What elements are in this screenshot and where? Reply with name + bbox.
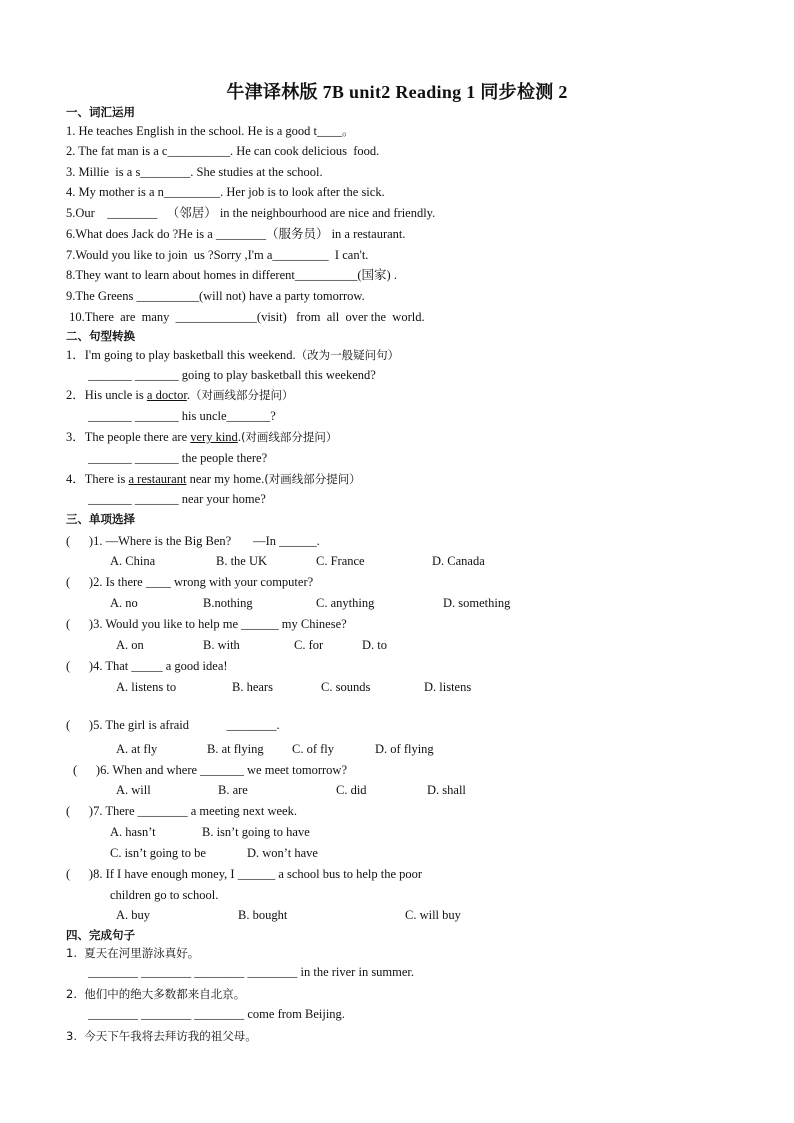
section-4-heading: 四、完成句子 bbox=[66, 928, 135, 942]
q-text-end: near my home. bbox=[186, 472, 265, 486]
option-c: C. sounds bbox=[321, 680, 371, 694]
transform-answer-1: _______ _______ going to play basketball this weekend? bbox=[88, 368, 376, 382]
complete-sentence-2-chinese: 2. 他们中的绝大多数都来自北京。 bbox=[66, 987, 246, 1001]
q-text: 2．His uncle is bbox=[66, 388, 147, 402]
underlined-phrase: a doctor bbox=[146, 388, 187, 402]
transform-answer-2: _______ _______ his uncle_______? bbox=[88, 409, 276, 423]
q-text: 4．There is bbox=[66, 472, 129, 486]
vocab-item-9: 9.The Greens __________(will not) have a party tomorrow. bbox=[66, 289, 365, 303]
section-3-heading: 三、单项选择 bbox=[66, 512, 135, 526]
choice-question-3: ( )3. Would you like to help me ______ my Chinese? bbox=[66, 617, 347, 631]
option-a: A. buy bbox=[116, 908, 151, 922]
choice-question-1: ( )1. —Where is the Big Ben? —In ______. bbox=[66, 534, 320, 548]
option-a: A. at fly bbox=[116, 742, 158, 756]
q-hint: （改为一般疑问句） bbox=[295, 348, 400, 362]
choice-question-8: ( )8. If I have enough money, I ______ a school bus to help the poor bbox=[66, 867, 423, 881]
q-text-end: . bbox=[186, 388, 190, 402]
option-c: C. of fly bbox=[292, 742, 335, 756]
option-b: B. bought bbox=[238, 908, 288, 922]
choice-question-8-cont: children go to school. bbox=[110, 888, 219, 902]
option-c: C. for bbox=[294, 638, 324, 652]
vocab-item-6: 6.What does Jack do ?He is a ________（服务员） in a restaurant. bbox=[66, 227, 406, 241]
option-b: B. the UK bbox=[216, 554, 268, 568]
option-b: B. are bbox=[218, 783, 248, 797]
option-b: B. at flying bbox=[207, 742, 264, 756]
transform-question-3 bbox=[66, 429, 337, 445]
underlined-phrase: very kind bbox=[190, 430, 238, 444]
vocab-item-8: 8.They want to learn about homes in different__________(国家) . bbox=[66, 268, 397, 282]
option-a: A. no bbox=[110, 596, 138, 610]
option-d: D. of flying bbox=[375, 742, 434, 756]
complete-sentence-2-answer: ________ ________ ________ come from Beijing. bbox=[88, 1007, 345, 1021]
transform-answer-4: _______ _______ near your home? bbox=[88, 492, 266, 506]
option-a: A. listens to bbox=[116, 680, 177, 694]
q-hint: (对画线部分提问） bbox=[264, 472, 361, 486]
transform-answer-3: _______ _______ the people there? bbox=[88, 451, 268, 465]
choice-question-6: ( )6. When and where _______ we meet tomorrow? bbox=[73, 763, 347, 777]
option-c: C. anything bbox=[316, 596, 375, 610]
vocab-item-3: 3. Millie is a s________. She studies at the school. bbox=[66, 165, 323, 179]
option-a: A. China bbox=[110, 554, 156, 568]
option-d: D. Canada bbox=[432, 554, 485, 568]
option-b: B.nothing bbox=[203, 596, 253, 610]
page-title: 牛津译林版 7B unit2 Reading 1 同步检测 2 bbox=[226, 82, 568, 102]
option-d: D. to bbox=[362, 638, 387, 652]
transform-question-4 bbox=[66, 471, 361, 487]
section-2-heading: 二、句型转换 bbox=[66, 329, 135, 343]
option-d: D. won’t have bbox=[247, 846, 318, 860]
option-b: B. isn’t going to have bbox=[202, 825, 310, 839]
option-c: C. France bbox=[316, 554, 365, 568]
vocab-item-10: 10.There are many _____________(visit) from all over the world. bbox=[66, 310, 425, 324]
q-hint: （对画线部分提问） bbox=[189, 388, 294, 402]
section-1-heading: 一、词汇运用 bbox=[66, 105, 135, 119]
choice-question-4: ( )4. That _____ a good idea! bbox=[66, 659, 228, 673]
option-a: A. on bbox=[116, 638, 144, 652]
q-hint: (对画线部分提问） bbox=[240, 430, 338, 444]
vocab-item-7: 7.Would you like to join us ?Sorry ,I'm a_________ I can't. bbox=[66, 248, 369, 262]
option-a: A. hasn’t bbox=[110, 825, 156, 839]
transform-question-1 bbox=[66, 347, 399, 363]
vocab-item-2: 2. The fat man is a c__________. He can cook delicious food. bbox=[66, 144, 380, 158]
option-d: D. listens bbox=[424, 680, 472, 694]
option-b: B. with bbox=[203, 638, 240, 652]
option-c: C. did bbox=[336, 783, 367, 797]
option-c: C. will buy bbox=[405, 908, 461, 922]
q-text: 1．I'm going to play basketball this weekend. bbox=[66, 348, 296, 362]
vocab-item-4: 4. My mother is a n_________. Her job is to look after the sick. bbox=[66, 185, 385, 199]
q-text: 3．The people there are bbox=[66, 430, 191, 444]
option-b: B. hears bbox=[232, 680, 273, 694]
option-d: D. shall bbox=[427, 783, 466, 797]
underlined-phrase: a restaurant bbox=[128, 472, 187, 486]
choice-question-2: ( )2. Is there ____ wrong with your computer? bbox=[66, 575, 314, 589]
choice-question-5: ( )5. The girl is afraid ________. bbox=[66, 718, 280, 732]
q-text-end: . bbox=[237, 430, 241, 444]
option-a: A. will bbox=[116, 783, 151, 797]
vocab-item-5: 5.Our ________ （邻居） in the neighbourhood are nice and friendly. bbox=[66, 206, 436, 220]
complete-sentence-3-chinese: 3. 今天下午我将去拜访我的祖父母。 bbox=[66, 1029, 257, 1043]
transform-question-2 bbox=[66, 387, 293, 403]
option-d: D. something bbox=[443, 596, 511, 610]
vocab-item-1: 1. He teaches English in the school. He is a good t____。 bbox=[66, 124, 355, 138]
complete-sentence-1-chinese: 1. 夏天在河里游泳真好。 bbox=[66, 946, 200, 960]
complete-sentence-1-answer: ________ ________ ________ ________ in the river in summer. bbox=[88, 965, 415, 979]
option-c: C. isn’t going to be bbox=[110, 846, 206, 860]
choice-question-7: ( )7. There ________ a meeting next week. bbox=[66, 804, 297, 818]
